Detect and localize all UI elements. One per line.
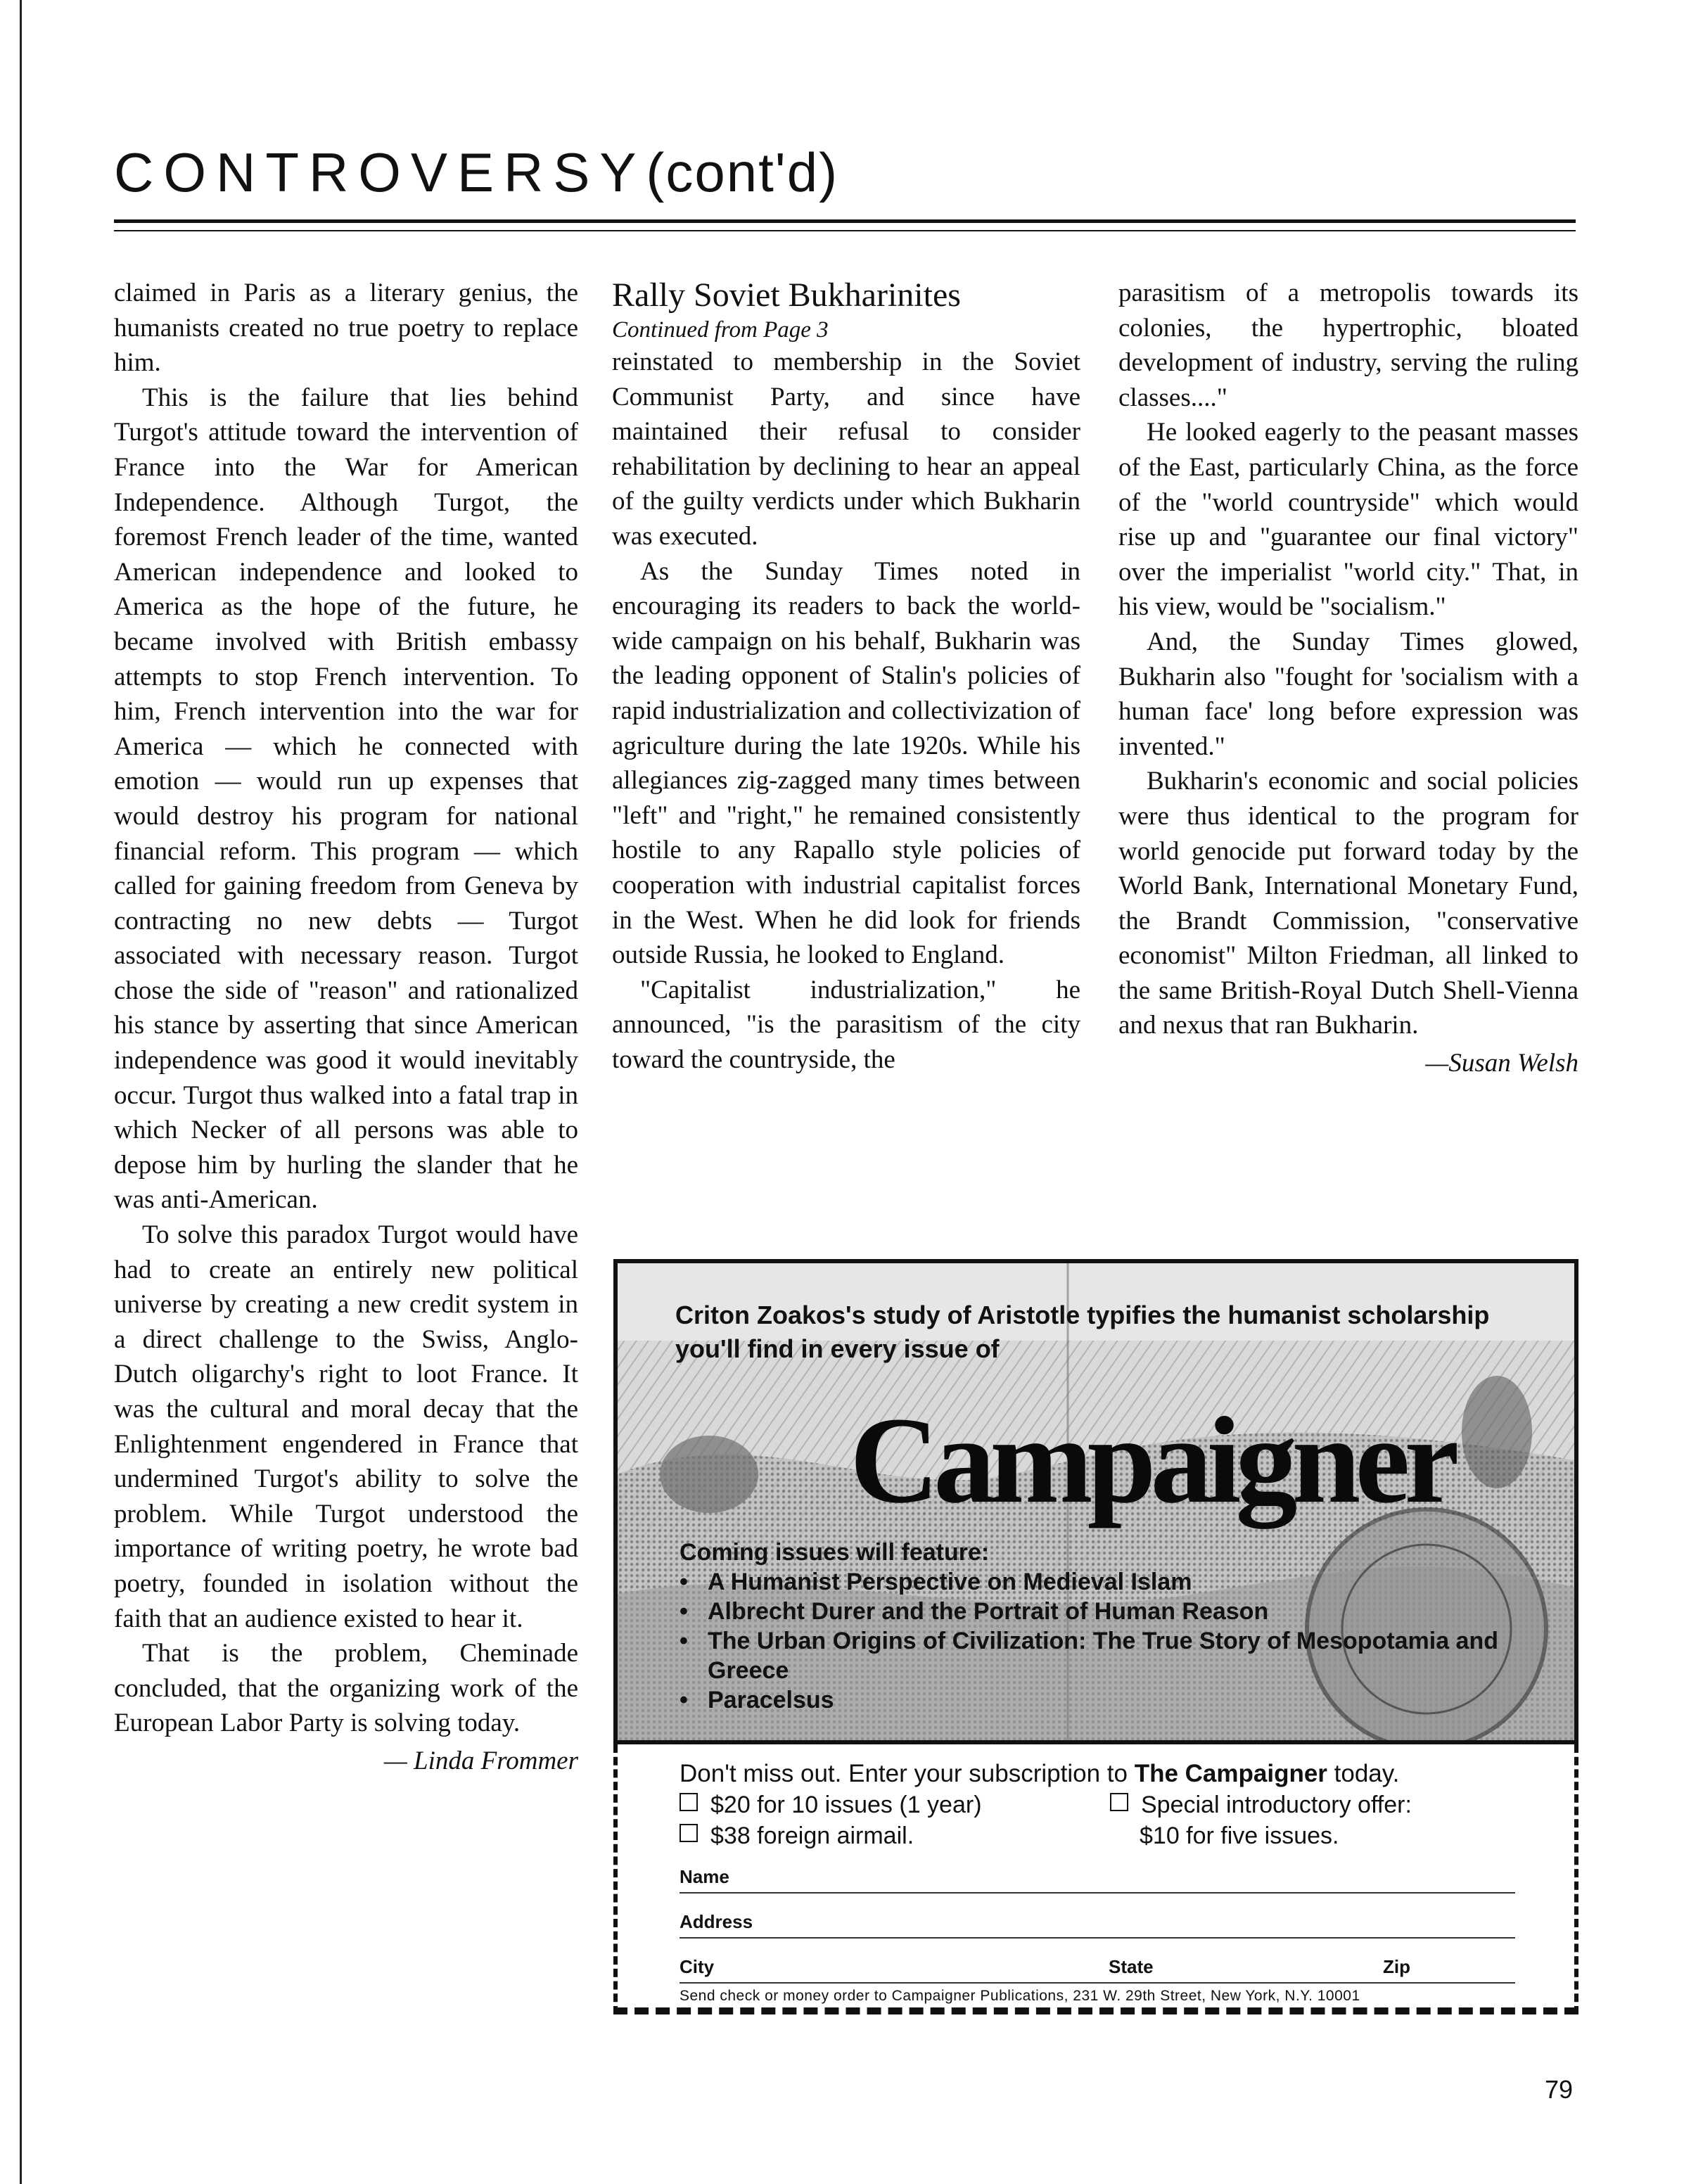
city-state-zip-field[interactable]: [680, 1939, 1515, 1984]
option-label: $38 foreign airmail.: [710, 1822, 914, 1849]
paragraph: reinstated to membership in the Soviet Communist Party, and since have maintained their refusal to consider rehabilitation by declining to hear an appeal of the guilty verdicts under which Bukharin was executed.: [612, 347, 1080, 551]
paragraph: And, the Sunday Times glowed, Bukharin also "fought for 'socialism with a human face' long before expression was invented.": [1118, 627, 1578, 761]
paragraph: This is the failure that lies behind Turgot's attitude toward the intervention of France into the War for American Independence. Although Turgot, the foremost French leader of the time, wanted American independence and looked to America as the hope of the future, he became involved with British embassy attempts to stop French intervention. To him, French intervention into the war for America — which he connected with emotion — would run up expenses that would destroy his program for national financial reform. This program — which called for gaining freedom from Geneva by contracting no new debts — Turgot associated with necessary reason. Turgot chose the side of "reason" and rationalized his stance by asserting that since American independence was good it would inevitably occur. Turgot thus walked into a fatal trap in which Necker of all persons was able to depose him by hurling the slander that he was anti-American.: [114, 383, 578, 1215]
checkbox-10-issues[interactable]: [680, 1793, 698, 1811]
option-introductory-price: $10 for five issues.: [1140, 1822, 1339, 1849]
column-middle: [612, 276, 1080, 1077]
page-number: 79: [1545, 2075, 1574, 2104]
page-binding-edge: [20, 0, 22, 2184]
city-label: City: [680, 1956, 715, 1977]
checkbox-foreign-airmail[interactable]: [680, 1824, 698, 1842]
ad-artwork-frame: [613, 1259, 1578, 1744]
list-item: • A Humanist Perspective on Medieval Islam: [680, 1567, 1538, 1597]
list-item: • Paracelsus: [680, 1685, 1538, 1715]
name-field[interactable]: [680, 1848, 1515, 1894]
continued-note: Continued from Page 3: [612, 317, 829, 343]
form-lead: [680, 1758, 1399, 1789]
paragraph: claimed in Paris as a literary genius, the humanists created no true poetry to replace him.: [114, 279, 578, 378]
article-title: Rally Soviet Bukharinites: [612, 276, 961, 314]
list-item: • The Urban Origins of Civilization: The True Story of Mesopotamia and Greece: [680, 1626, 1538, 1685]
byline-susan-welsh: —Susan Welsh: [1425, 1049, 1578, 1078]
paragraph: "Capitalist industrialization," he announced, "is the parasitism of the city toward the countryside, the: [612, 975, 1080, 1074]
paragraph: parasitism of a metropolis towards its colonies, the hypertrophic, bloated development of industry, serving the ruling classes....": [1118, 279, 1578, 412]
form-lead-end: today.: [1327, 1760, 1400, 1787]
address-field[interactable]: [680, 1894, 1515, 1939]
list-item: • Albrecht Durer and the Portrait of Human Reason: [680, 1597, 1538, 1626]
campaigner-advertisement: [613, 1259, 1578, 2033]
paragraph: He looked eagerly to the peasant masses of the East, particularly China, as the force of the "world countryside" which would rise up and "guarantee our final victory" over the imperialist "world city." That, in his view, would be "socialism.": [1118, 418, 1578, 622]
name-label: Name: [680, 1866, 729, 1887]
features-heading: Coming issues will feature:: [680, 1539, 990, 1566]
option-introductory[interactable]: [1110, 1789, 1412, 1820]
subscription-form: [613, 1744, 1578, 2014]
address-label: Address: [680, 1911, 753, 1932]
state-label: State: [1109, 1956, 1154, 1977]
option-10-issues[interactable]: [680, 1789, 982, 1820]
ad-features: [680, 1538, 1538, 1715]
form-lead-title: The Campaigner: [1134, 1760, 1327, 1787]
option-label: $20 for 10 issues (1 year): [710, 1792, 982, 1818]
section-title: CONTROVERSY: [114, 141, 646, 203]
byline-linda-frommer: — Linda Frommer: [383, 1746, 578, 1775]
checkbox-introductory[interactable]: [1110, 1793, 1128, 1811]
option-label: Special introductory offer:: [1141, 1792, 1412, 1818]
option-foreign-airmail[interactable]: [680, 1820, 914, 1851]
header-rule-thick: [114, 219, 1576, 223]
mailing-instructions: Send check or money order to Campaigner Publications, 231 W. 29th Street, New York, N.Y. 10001: [680, 1988, 1360, 2004]
paragraph: To solve this paradox Turgot would have had to create an entirely new political universe by creating a new credit system in a direct challenge to the Swiss, Anglo-Dutch oligarchy's right to loot France. It was the cultural and moral decay that the Enlightenment engendered in France that undermined Turgot's ability to solve the problem. While Turgot understood the importance of writing poetry, he wrote bad poetry, founded in isolation without the faith that an audience existed to hear it.: [114, 1220, 578, 1633]
ad-headline: Criton Zoakos's study of Aristotle typifies the humanist scholarship you'll find in every issue of: [675, 1301, 1490, 1363]
paragraph: That is the problem, Cheminade concluded, that the organizing work of the European Labor Party is solving today.: [114, 1639, 578, 1738]
column-right: [1118, 276, 1578, 1081]
paragraph: Bukharin's economic and social policies were thus identical to the program for world genocide put forward today by the World Bank, International Monetary Fund, the Brandt Commission, "conservative economist" Milton Friedman, all linked to the same British-Royal Dutch Shell-Vienna and nexus that ran Bukharin.: [1118, 767, 1578, 1040]
campaigner-logo: Campaigner: [850, 1392, 1454, 1529]
paragraph: As the Sunday Times noted in encouraging its readers to back the world-wide campaign on his behalf, Bukharin was the leading opponent of Stalin's policies of rapid industrialization and collectivization of agriculture during the late 1920s. While his allegiances zig-zagged many times between "left" and "right," he remained consistently hostile to any Rapallo style policies of cooperation with industrial capitalist forces in the West. When he did look for friends outside Russia, he looked to England.: [612, 556, 1080, 970]
header-rule-thin: [114, 230, 1576, 231]
form-lead-start: Don't miss out. Enter your subscription to: [680, 1760, 1135, 1787]
features-list: [680, 1567, 1538, 1715]
column-left: [114, 276, 578, 1779]
zip-label: Zip: [1383, 1956, 1410, 1977]
section-header: [114, 141, 838, 205]
section-title-suffix: (cont'd): [646, 141, 839, 203]
